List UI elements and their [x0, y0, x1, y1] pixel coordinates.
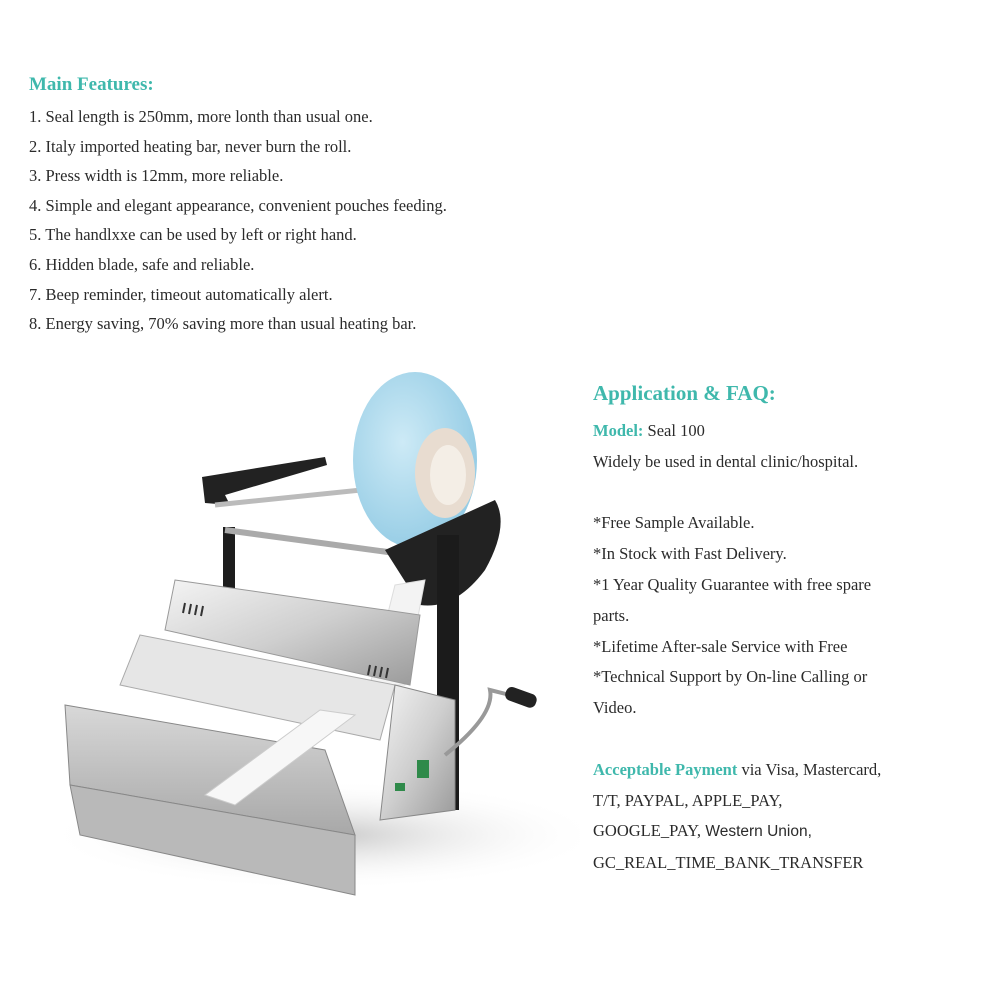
payment-label: Acceptable Payment: [593, 759, 738, 779]
perk-item: parts.: [593, 605, 630, 625]
feature-item: 5. The handlxxe can be used by left or right hand.: [29, 225, 357, 245]
perk-item: *Technical Support by On-line Calling or: [593, 667, 868, 687]
main-features-heading: Main Features:: [29, 74, 154, 95]
product-image: [25, 365, 580, 900]
perk-item: *1 Year Quality Guarantee with free spare: [593, 574, 872, 594]
perk-item: Video.: [593, 698, 637, 718]
faq-heading: Application & FAQ:: [593, 381, 776, 405]
payment-line: [593, 755, 973, 786]
feature-item: 1. Seal length is 250mm, more lonth than usual one.: [29, 107, 373, 126]
main-features-section: [29, 72, 589, 339]
application-faq-section: [593, 378, 973, 879]
payment-methods-4: GC_REAL_TIME_BANK_TRANSFER: [593, 853, 864, 873]
feature-item: 6. Hidden blade, safe and reliable.: [29, 254, 255, 274]
usage-text: Widely be used in dental clinic/hospital.: [593, 451, 859, 471]
payment-methods-1: via Visa, Mastercard,: [737, 759, 882, 779]
perk-item: *Lifetime After-sale Service with Free: [593, 636, 848, 656]
spacer: [593, 478, 973, 509]
feature-item: 3. Press width is 12mm, more reliable.: [29, 166, 284, 186]
spacer: [593, 724, 973, 755]
features-list: [29, 102, 589, 339]
payment-line-3: [593, 816, 973, 848]
feature-item: 2. Italy imported heating bar, never burn the roll.: [29, 136, 352, 156]
model-value: Seal 100: [647, 421, 705, 440]
model-label: Model:: [593, 421, 644, 440]
feature-item: 8. Energy saving, 70% saving more than usual heating bar.: [29, 314, 417, 334]
payment-methods-2: T/T, PAYPAL, APPLE_PAY,: [593, 790, 783, 810]
payment-methods-3a: GOOGLE_PAY,: [593, 821, 702, 841]
perk-item: *In Stock with Fast Delivery.: [593, 544, 787, 564]
feature-item: 7. Beep reminder, timeout automatically alert.: [29, 284, 333, 304]
feature-item: 4. Simple and elegant appearance, convenient pouches feeding.: [29, 195, 447, 215]
perk-item: *Free Sample Available.: [593, 513, 755, 533]
model-line: [593, 416, 973, 447]
payment-methods-3b: Western Union,: [701, 823, 812, 841]
